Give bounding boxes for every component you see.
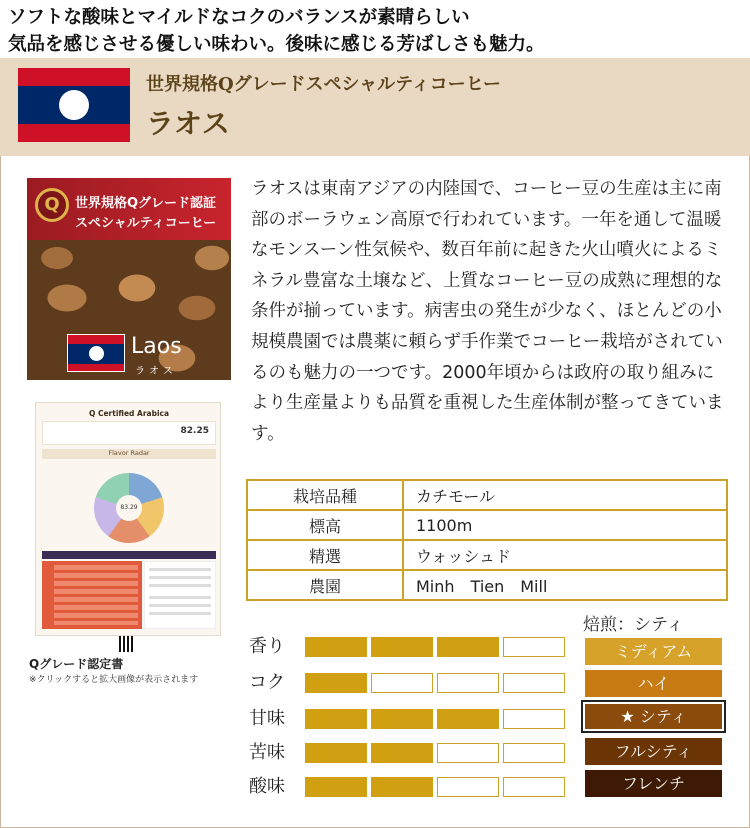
laos-flag-icon — [18, 68, 130, 142]
flavor-level-cell — [437, 777, 499, 797]
tagline-line-2: 気品を感じさせる優しい味わい。後味に感じる芳ばしさも魅力。 — [8, 34, 545, 55]
spec-key: 標高 — [247, 510, 403, 540]
tagline — [8, 4, 748, 58]
flavor-level-cell — [503, 777, 565, 797]
certificate-radar-title: Flavor Radar — [108, 449, 150, 457]
table-row — [247, 570, 727, 600]
flavor-level-cell — [305, 673, 367, 693]
country-banner — [0, 58, 750, 156]
table-row — [247, 480, 727, 510]
certificate-note: ※クリックすると拡大画像が表示されます — [29, 675, 199, 685]
flavor-row — [249, 740, 549, 766]
flavor-level-cell — [503, 743, 565, 763]
spec-key: 栽培品種 — [247, 480, 403, 510]
q-seal-icon: Q — [35, 188, 69, 222]
flavor-label: 香り — [249, 636, 285, 657]
spec-value: ウォッシュド — [403, 540, 727, 570]
flavor-row — [249, 670, 549, 696]
flavor-level-cell — [305, 777, 367, 797]
table-row — [247, 540, 727, 570]
flavor-level-cell — [305, 709, 367, 729]
photo-country-name: Laos — [131, 334, 182, 359]
spec-key: 農園 — [247, 570, 403, 600]
flavor-label: コク — [249, 672, 285, 693]
photo-country-kana: ラオス — [135, 366, 177, 377]
roast-title: 焙煎：シティ — [583, 615, 684, 635]
flavor-level-cell — [371, 743, 433, 763]
certificate-label: Qグレード認定書 — [29, 657, 124, 671]
roast-option: フレンチ — [585, 770, 722, 797]
certificate-heading: Q Certified Arabica — [88, 409, 170, 418]
flavor-row — [249, 706, 549, 732]
flavor-level-cell — [503, 637, 565, 657]
flavor-level-cell — [371, 673, 433, 693]
flavor-level-cell — [371, 709, 433, 729]
product-photo[interactable] — [27, 178, 231, 380]
photo-badge-line-1: 世界規格Qグレード認証 — [75, 196, 217, 211]
qr-code-icon — [119, 636, 135, 652]
spec-key: 精選 — [247, 540, 403, 570]
flavor-label: 苦味 — [249, 742, 285, 763]
laos-mini-flag-icon — [67, 334, 125, 372]
roast-option: ハイ — [585, 670, 722, 697]
flavor-level-cell — [305, 637, 367, 657]
spec-table — [246, 479, 728, 601]
radar-score: 83.29 — [116, 495, 142, 521]
flavor-level-cell — [305, 743, 367, 763]
banner-subtitle: 世界規格Qグレードスペシャルティコーヒー — [146, 74, 501, 95]
flavor-row — [249, 634, 549, 660]
certificate-score: 82.25 — [180, 426, 209, 436]
flavor-level-cell — [503, 709, 565, 729]
flavor-level-cell — [437, 637, 499, 657]
spec-value: Minh Tien Mill — [403, 570, 727, 600]
photo-badge-line-2: スペシャルティコーヒー — [75, 216, 217, 231]
spec-value: 1100m — [403, 510, 727, 540]
product-content — [0, 156, 750, 828]
flavor-level-cell — [371, 637, 433, 657]
flavor-level-cell — [371, 777, 433, 797]
spec-value: カチモール — [403, 480, 727, 510]
table-row — [247, 510, 727, 540]
flavor-level-cell — [437, 709, 499, 729]
product-description: ラオスは東南アジアの内陸国で、コーヒー豆の生産は主に南部のボーラウェン高原で行われています。一年を通して温暖なモンスーン性気候や、数百年前に起きた火山噴火によるミネラル豊富な土壌など、上質なコーヒー豆の成熟に理想的な条件が揃っています。病害虫の発生が少なく、ほとんどの小規模農園では農薬に頼らず手作業でコーヒー栽培がされているのも魅力の一つです。2000年頃からは政府の取り組みにより生産量よりも品質を重視した生産体制が整ってきています。 — [251, 179, 724, 444]
tagline-line-1: ソフトな酸味とマイルドなコクのバランスが素晴らしい — [8, 7, 470, 28]
roast-option — [581, 700, 726, 733]
flavor-radar-chart — [94, 473, 164, 543]
flavor-level-cell — [437, 743, 499, 763]
flavor-label: 酸味 — [249, 776, 285, 797]
roast-option: フルシティ — [585, 738, 722, 765]
q-grade-certificate-thumbnail[interactable] — [35, 402, 221, 636]
flavor-level-cell — [437, 673, 499, 693]
flavor-row — [249, 774, 549, 800]
banner-title: ラオス — [146, 107, 230, 140]
roast-option-label: ★ シティ — [585, 704, 722, 729]
flavor-label: 甘味 — [249, 708, 285, 729]
roast-option: ミディアム — [585, 638, 722, 665]
flavor-level-cell — [503, 673, 565, 693]
